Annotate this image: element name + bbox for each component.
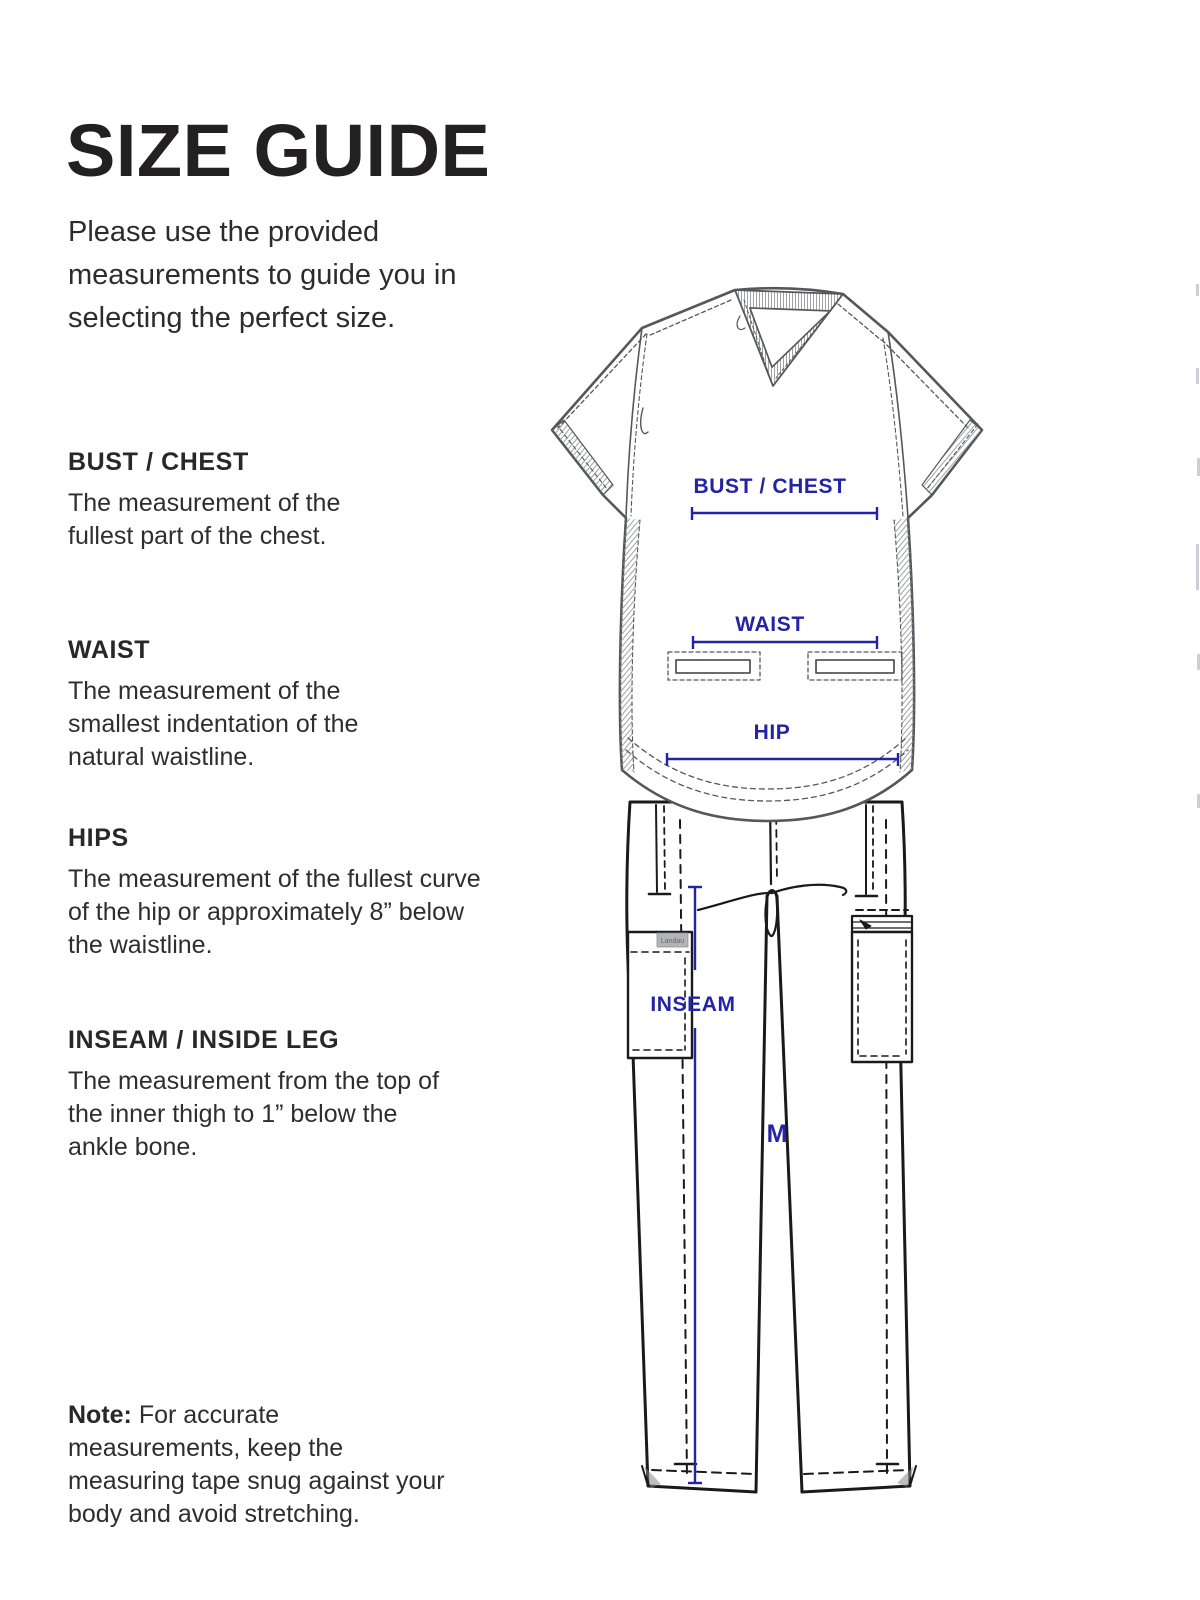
note-label: Note: [68, 1401, 132, 1429]
intro-text: Please use the provided measurements to guide you in selecting the perfect size. [68, 216, 457, 334]
section-waist [68, 636, 438, 774]
edge-artifact [1196, 284, 1199, 296]
section-body: The measurement from the top of the inner thigh to 1” below the ankle bone. [68, 1067, 440, 1161]
section-bust-chest [68, 448, 398, 553]
section-heading: HIPS [68, 824, 129, 852]
waist-label: WAIST [735, 613, 805, 636]
right-cargo-pocket [852, 910, 912, 1062]
inseam-label: INSEAM [650, 993, 736, 1016]
scrubs-illustration [530, 280, 990, 1550]
note-text [68, 1399, 448, 1531]
edge-artifact [1196, 368, 1199, 384]
section-body: The measurement of the smallest indentation of the natural waistline. [68, 677, 359, 771]
section-inseam [68, 1026, 443, 1164]
section-body: The measurement of the fullest part of the chest. [68, 489, 341, 550]
section-hips [68, 824, 483, 962]
brand-tag-label: Landau [660, 938, 685, 945]
bust-chest-label: BUST / CHEST [693, 475, 847, 498]
hip-label: HIP [753, 721, 791, 744]
section-heading: BUST / CHEST [68, 448, 249, 476]
section-heading: WAIST [68, 636, 151, 664]
page-title: SIZE GUIDE [66, 108, 491, 192]
note-body: For accurate measurements, keep the measuring tape snug against your body and avoid stretching. [68, 1401, 445, 1528]
section-body: The measurement of the fullest curve of the hip or approximately 8” below the waistline. [68, 865, 481, 959]
garment-diagram [530, 280, 990, 1550]
edge-artifact [1196, 544, 1199, 590]
section-heading: INSEAM / INSIDE LEG [68, 1026, 340, 1054]
size-marker-label: M [766, 1120, 788, 1148]
